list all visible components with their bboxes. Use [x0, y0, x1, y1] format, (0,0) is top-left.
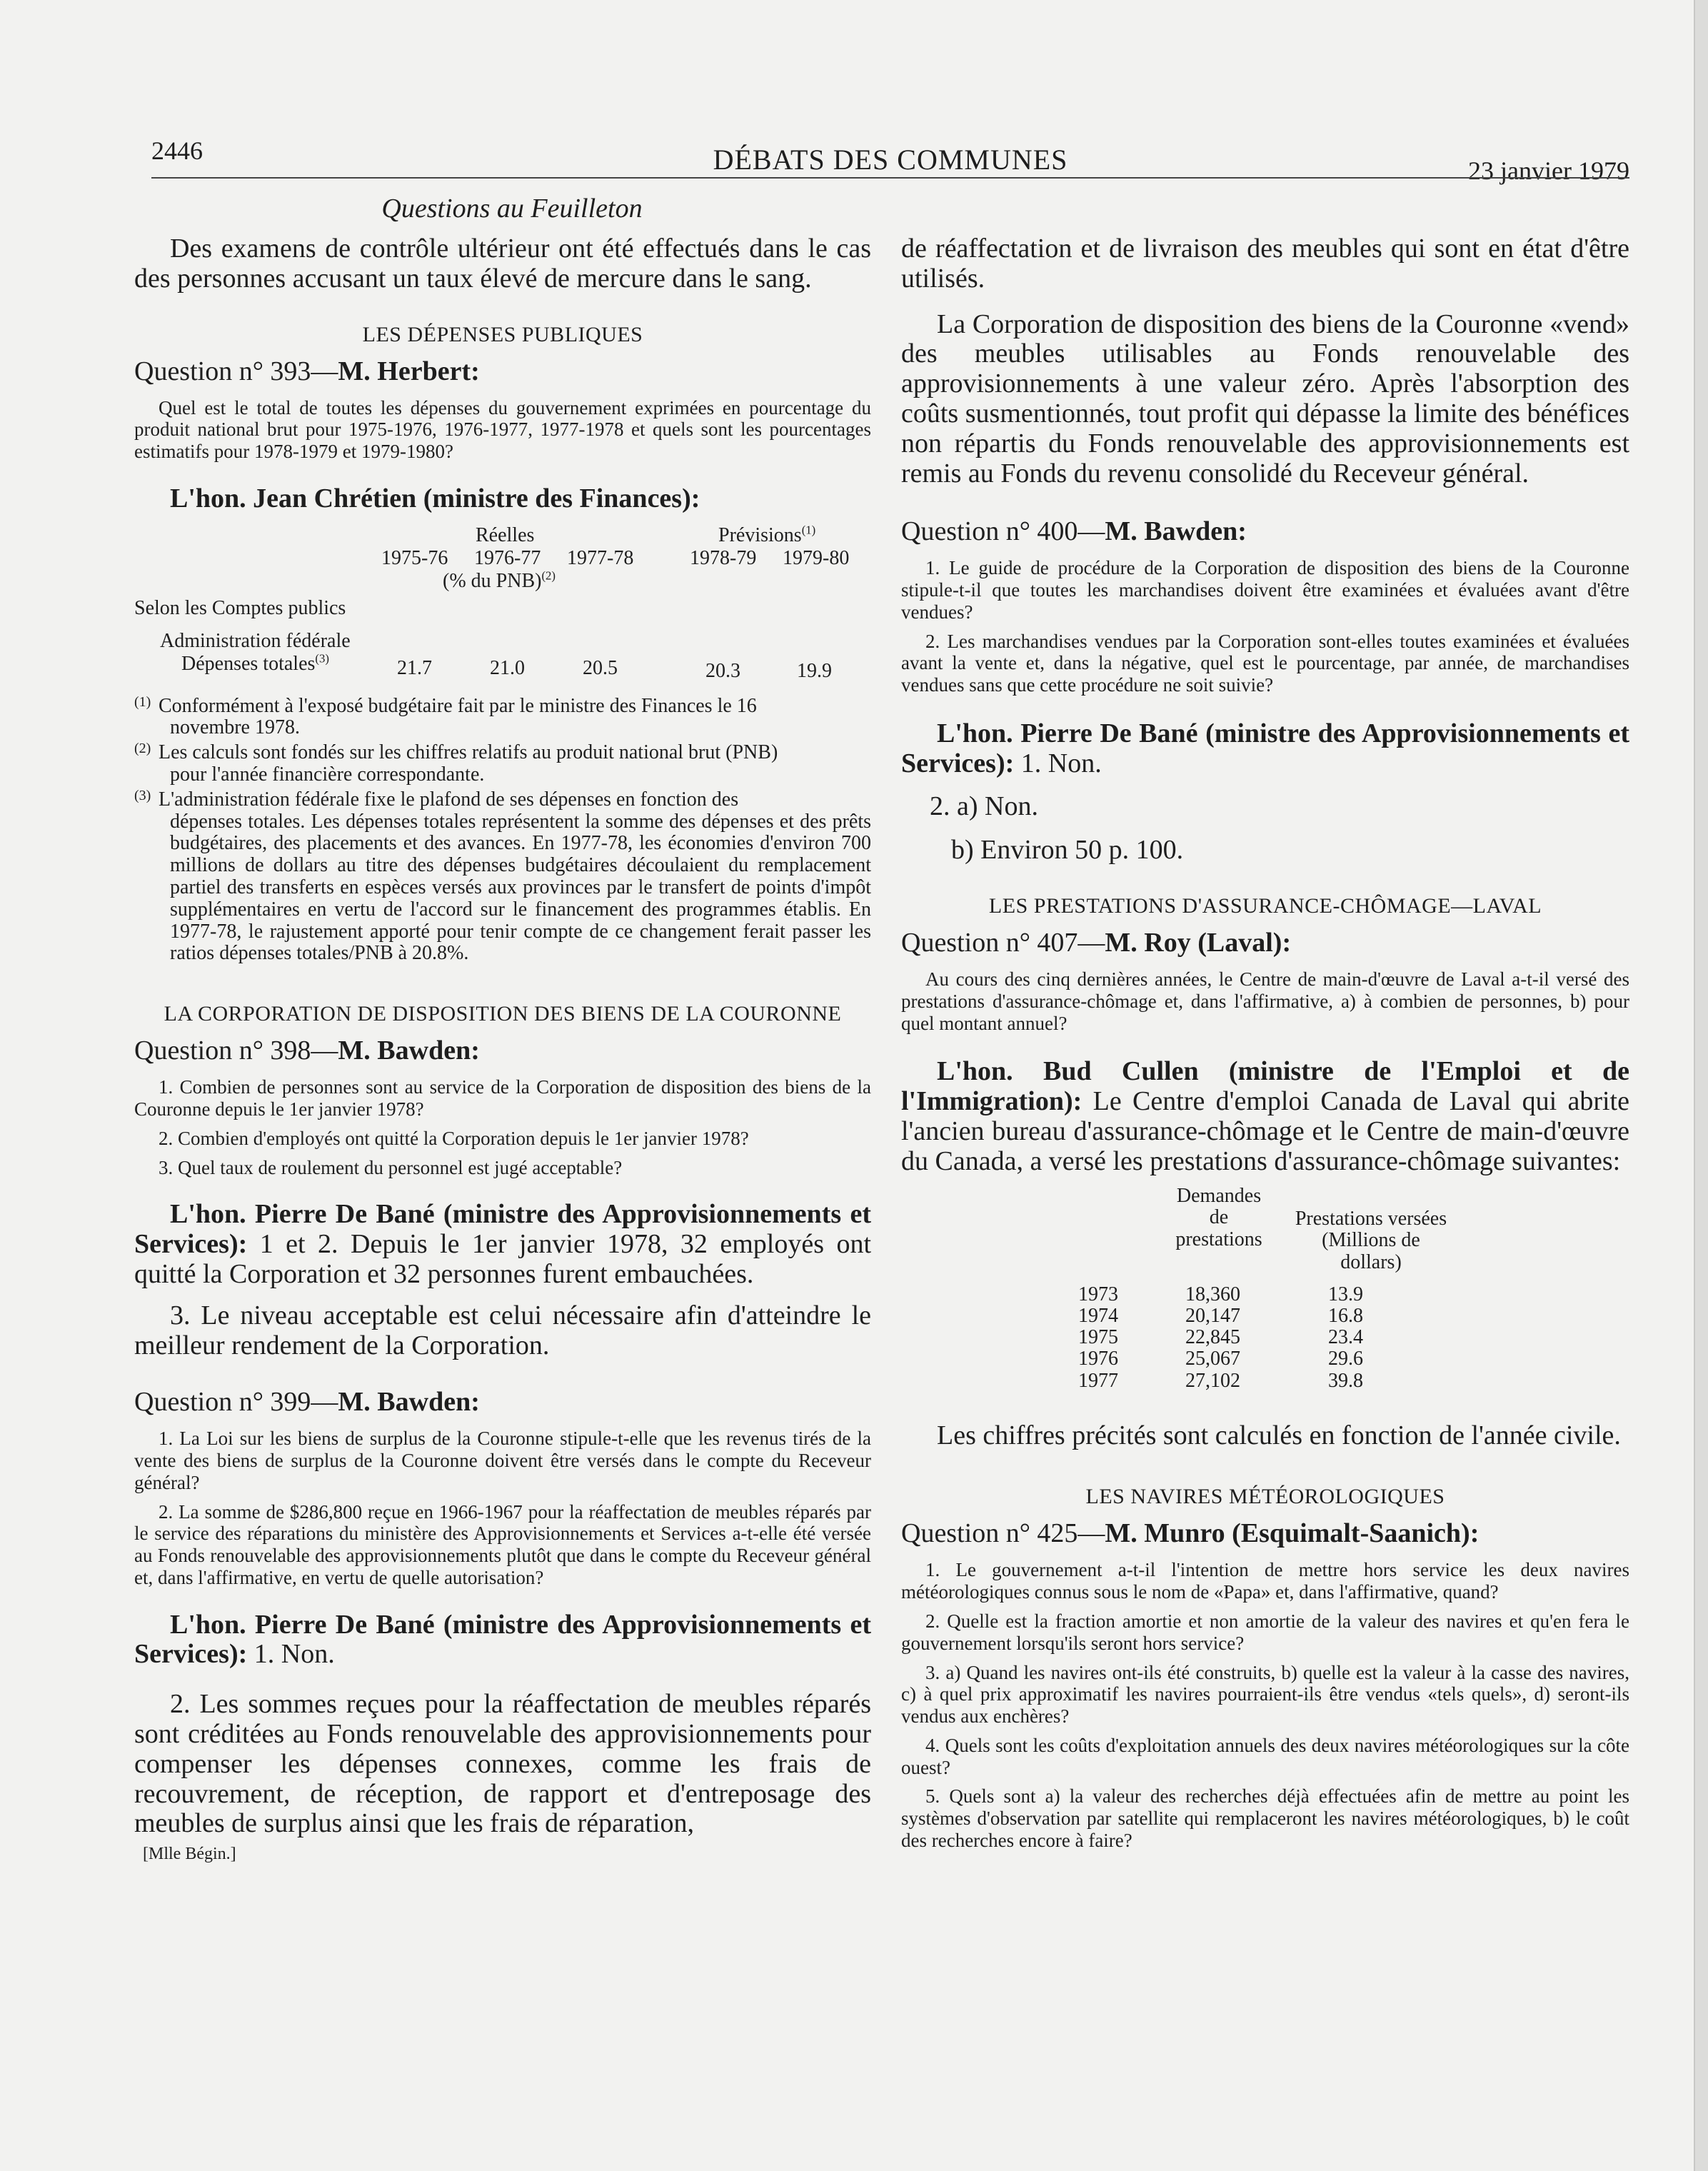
answer-400: L'hon. Pierre De Bané (ministre des Approvisionnements et Services): 1. Non. [901, 718, 1629, 778]
speaker-signature: [Mlle Bégin.] [143, 1845, 236, 1864]
question-author: M. Herbert: [338, 356, 480, 386]
footnote: (2) Les calculs sont fondés sur les chiffres relatifs au produit national brut (PNB) pour l'année financière correspondante. [134, 741, 778, 786]
left-column [134, 234, 871, 1864]
table-unit: (% du PNB)$^{(2)}$ [443, 568, 556, 592]
footnote: (3) L'administration fédérale fixe le plafond de ses dépenses en fonction des dépenses totales. Les dépenses totales représentent la somme des dépenses et des prêts budgétaires, des placements et des avances. En 1977-78, les économies d'environ 700 millions de dollars au titre des dépenses budgétaires découlaient du remplacement partiel des transferts en espèces versés aux provinces par le transfert de points d'impôt supplémentaires en vertu de l'accord sur le financement des programmes établis. En 1977-78, le rajustement apporté pour tenir compte de ce changement ferait passer les ratios dépenses totales/PNB à 20.8%. [134, 787, 871, 965]
answer-paragraph: 3. Le niveau acceptable est celui nécessaire afin d'atteindre le meilleur rendement de la Corporation. [134, 1300, 871, 1360]
section-heading: LES DÉPENSES PUBLIQUES [362, 322, 643, 346]
question-author: M. Bawden: [338, 1036, 480, 1066]
table-row-source: Selon les Comptes publics [134, 596, 346, 619]
question-author: M. Roy (Laval): [1105, 928, 1292, 958]
table-year: 1977-78 [567, 546, 634, 569]
section-heading: LES NAVIRES MÉTÉOROLOGIQUES [1085, 1485, 1445, 1509]
table-row-label: Dépenses totales$^{(3)}$ [181, 651, 329, 675]
table-header-forecast: Prévisions$^{(1)}$ [718, 523, 816, 546]
question-393 [134, 356, 871, 387]
table-year: 1976-77 [474, 546, 541, 569]
table-year: 1978-79 [690, 546, 757, 569]
table-row: 1973 18,360 13.9 [1078, 1283, 1363, 1305]
section-heading: LA CORPORATION DE DISPOSITION DES BIENS DE LA COURONNE [164, 1002, 842, 1026]
table-row: 1974 20,147 16.8 [1078, 1304, 1363, 1327]
expenditure-table [134, 524, 871, 690]
question-item: 3. a) Quand les navires ont-ils été construits, b) quelle est la valeur à la casse des navires, c) à quel prix approximatif les navires pourraient-ils être vendus «tels quels», d) seront-ils vendus aux enchères? [901, 1661, 1629, 1728]
intro-paragraph: Des examens de contrôle ultérieur ont été effectués dans le cas des personnes accusant un taux élevé de mercure dans le sang. [134, 234, 871, 294]
table-row-group: Administration fédérale [160, 629, 351, 652]
question-item: 1. La Loi sur les biens de surplus de la Couronne stipule-t-elle que les revenus tirés de la vente des biens de surplus de la Couronne doivent être versés dans le compte du Receveur général? [134, 1428, 871, 1493]
answer-399: L'hon. Pierre De Bané (ministre des Approvisionnements et Services): 1. Non. [134, 1609, 871, 1670]
question-item: 2. Les marchandises vendues par la Corporation sont-elles toutes examinées et évaluées avant la vente et, dans la négative, quel est le pourcentage, par année, de marchandises vendues sans que cette procédure ne soit suivie? [901, 630, 1629, 696]
page-number: 2446 [151, 136, 203, 165]
table-value: 21.7 [397, 656, 432, 679]
page-header [151, 136, 1629, 185]
header-rule [151, 177, 1629, 179]
table-year: 1979-80 [783, 546, 850, 569]
question-400 [901, 516, 1629, 547]
question-item: 2. La somme de $286,800 reçue en 1966-1967 pour la réaffectation de meubles réparés par le service des réparations du ministère des Approvisionnements et Services a-t-elle été versée au Fonds renouvelable des approvisionnements plutôt que dans le compte du Receveur général et, dans l'affirmative, en vertu de quelle autorisation? [134, 1500, 871, 1588]
answer-speaker: L'hon. Bud Cullen (ministre de l'Emploi et de l'Immigration): [901, 1056, 1629, 1117]
table-value: 20.3 [705, 659, 740, 682]
table-year: 1975-76 [381, 546, 448, 569]
page-edge [1694, 0, 1708, 2171]
question-number: Question n° 407— [901, 928, 1105, 958]
question-number: Question n° 393— [134, 356, 338, 386]
table-row: 1976 25,067 29.6 [1078, 1348, 1363, 1370]
right-column [901, 234, 1629, 1852]
question-number: Question n° 398— [134, 1036, 338, 1066]
publication-title: DÉBATS DES COMMUNES [713, 144, 1068, 176]
question-item: 2. Quelle est la fraction amortie et non amortie de la valeur des navires et qu'en fera le gouvernement lorsqu'ils seront hors service? [901, 1610, 1629, 1654]
table-row: 1977 27,102 39.8 [1078, 1369, 1363, 1392]
table-value: 19.9 [797, 659, 832, 682]
publication-date: 23 janvier 1979 [1468, 156, 1629, 185]
body-paragraph: Les chiffres précités sont calculés en fonction de l'année civile. [937, 1420, 1621, 1450]
question-item: 1. Combien de personnes sont au service de la Corporation de disposition des biens de la Couronne depuis le 1er janvier 1978? [134, 1076, 871, 1120]
answer-speaker: L'hon. Pierre De Bané (ministre des Approvisionnements et Services): [901, 718, 1629, 778]
question-425 [901, 1518, 1629, 1549]
table-header-benefits: Prestations versées (Millions de dollars) [1295, 1207, 1447, 1274]
running-head: Questions au Feuilleton [381, 194, 643, 224]
answer-speaker: L'hon. Pierre De Bané (ministre des Approvisionnements et Services): [134, 1609, 871, 1670]
answer-item: 2. a) Non. [930, 791, 1038, 821]
answer-speaker: L'hon. Pierre De Bané (ministre des Approvisionnements et Services): [134, 1199, 871, 1260]
section-heading: LES PRESTATIONS D'ASSURANCE-CHÔMAGE—LAVAL [988, 894, 1542, 918]
table-header-claims: Demandes de prestations [1175, 1184, 1262, 1251]
question-number: Question n° 399— [134, 1387, 338, 1418]
answer-398: L'hon. Pierre De Bané (ministre des Approvisionnements et Services): 1 et 2. Depuis le 1er janvier 1978, 32 employés ont quitté la Corporation et 32 personnes furent embauchées. [134, 1199, 871, 1289]
answer-407: L'hon. Bud Cullen (ministre de l'Emploi et de l'Immigration): Le Centre d'emploi Canada de Laval qui abrite l'ancien bureau d'assurance-chômage et le Centre de main-d'œuvre du Canada, a versé les prestations d'assurance-chômage suivantes: [901, 1056, 1629, 1176]
question-399 [134, 1386, 871, 1418]
benefits-table [901, 1185, 1629, 1400]
table-years [1078, 1284, 1363, 1392]
question-item: 5. Quels sont a) la valeur des recherches déjà effectuées afin de mettre au point les systèmes d'observation par satellite qui remplaceront les navires météorologiques, b) le coût des recherches encore à faire? [901, 1785, 1629, 1851]
body-paragraph: La Corporation de disposition des biens de la Couronne «vend» des meubles utilisables au Fonds renouvelable des approvisionnements à une valeur zéro. Après l'absorption des coûts susmentionnés, tout profit qui dépasse la limite des bénéfices non répartis du Fonds renouvelable des approvisionnements est remis au Fonds du revenu consolidé du Receveur général. [901, 309, 1629, 488]
question-number: Question n° 400— [901, 516, 1105, 547]
question-item: 4. Quels sont les coûts d'exploitation annuels des deux navires météorologiques sur la côte ouest? [901, 1734, 1629, 1778]
question-author: M. Munro (Esquimalt-Saanich): [1105, 1518, 1480, 1549]
footnote: (1) Conformément à l'exposé budgétaire fait par le ministre des Finances le 16 novembre 1978. [134, 693, 757, 739]
question-text: Quel est le total de toutes les dépenses du gouvernement exprimées en pourcentage du produit national brut pour 1975-1976, 1976-1977, 1977-1978 et quels sont les pourcentages estimatifs pour 1978-1979 et 1979-1980? [134, 396, 871, 463]
question-407 [901, 927, 1629, 958]
question-author: M. Bawden: [1105, 516, 1247, 547]
continued-paragraph: de réaffectation et de livraison des meubles qui sont en état d'être utilisés. [901, 234, 1629, 294]
question-item: 3. Quel taux de roulement du personnel est jugé acceptable? [159, 1156, 623, 1178]
question-number: Question n° 425— [901, 1518, 1105, 1549]
question-author: M. Bawden: [338, 1387, 480, 1418]
question-item: 1. Le guide de procédure de la Corporation de disposition des biens de la Couronne stipule-t-il que toutes les marchandises doivent être examinées et évaluées avant d'être vendues? [901, 557, 1629, 623]
question-item: 2. Combien d'employés ont quitté la Corporation depuis le 1er janvier 1978? [159, 1127, 749, 1149]
answer-speaker: L'hon. Jean Chrétien (ministre des Finances): [170, 483, 700, 513]
table-row: 1975 22,845 23.4 [1078, 1326, 1363, 1349]
question-398 [134, 1035, 871, 1066]
table-header-actual: Réelles [476, 523, 535, 546]
table-value: 21.0 [490, 656, 525, 679]
answer-paragraph: 2. Les sommes reçues pour la réaffectation de meubles réparés sont créditées au Fonds renouvelable des approvisionnements pour compenser les dépenses connexes, comme les frais de recouvrement, de réception, de rapport et d'entreposage des meubles de surplus ainsi que les frais de réparation, [134, 1689, 871, 1839]
answer-item: b) Environ 50 p. 100. [951, 835, 1184, 866]
question-item: 1. Le gouvernement a-t-il l'intention de mettre hors service les deux navires météorologiques connus sous le nom de «Papa» et, dans l'affirmative, quand? [901, 1559, 1629, 1603]
question-text: Au cours des cinq dernières années, le Centre de main-d'œuvre de Laval a-t-il versé des prestations d'assurance-chômage et, dans l'affirmative, a) à combien de personnes, b) pour quel montant annuel? [901, 968, 1629, 1034]
table-value: 20.5 [583, 656, 618, 679]
